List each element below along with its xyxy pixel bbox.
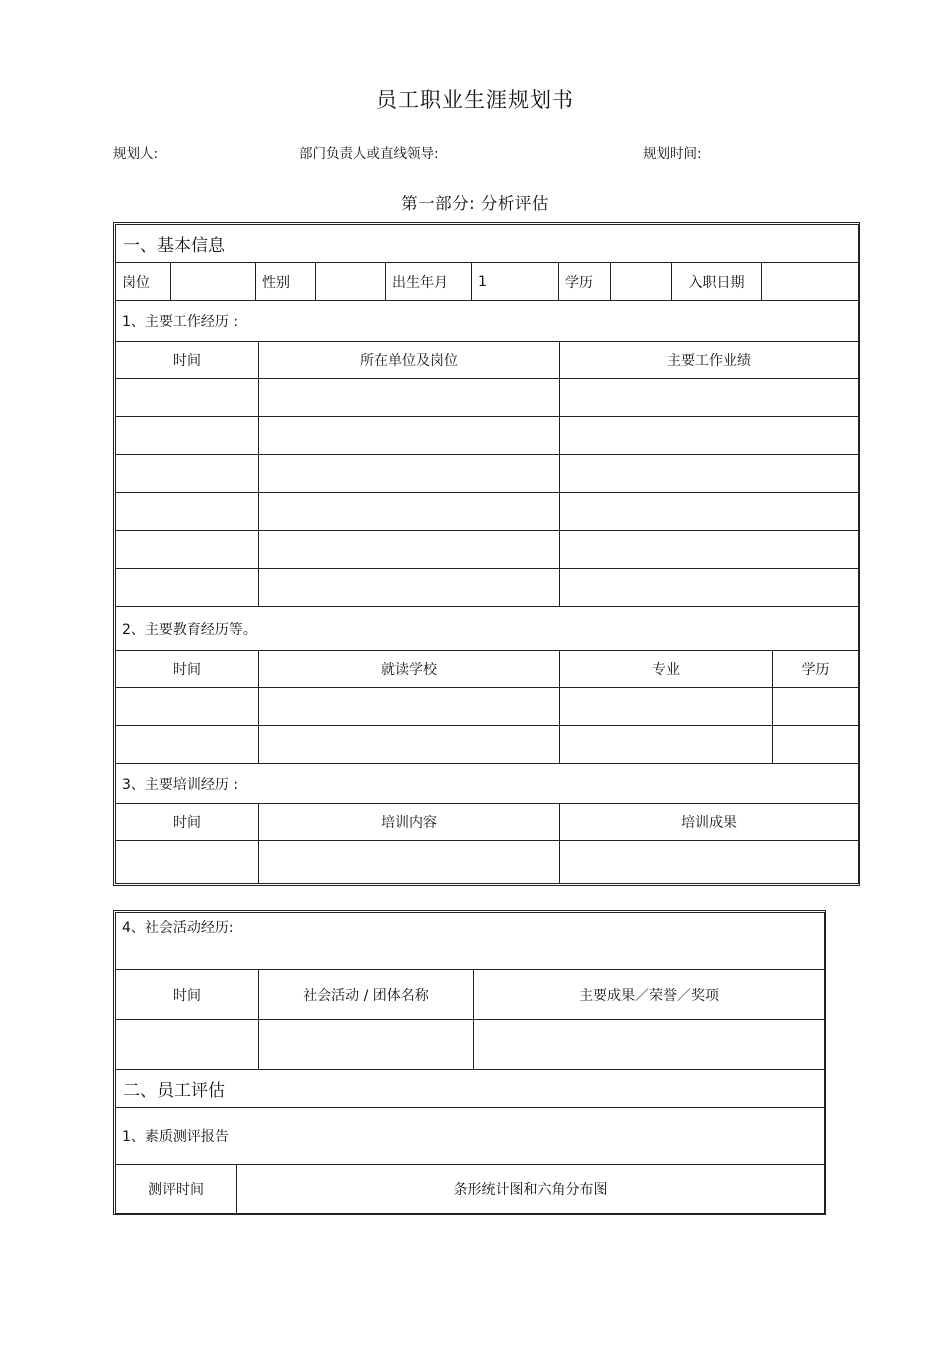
gender-label: 性别 bbox=[256, 263, 316, 301]
document-title: 员工职业生涯规划书 bbox=[376, 88, 574, 112]
social-result-cell[interactable] bbox=[474, 1020, 825, 1070]
edu-major-cell[interactable] bbox=[560, 726, 773, 764]
basic-info-table bbox=[115, 224, 859, 301]
work-unit-cell[interactable] bbox=[259, 379, 560, 417]
edu-degree-cell[interactable] bbox=[773, 726, 859, 764]
edu-school-cell[interactable] bbox=[259, 726, 560, 764]
edu-time-cell[interactable] bbox=[116, 726, 259, 764]
work-time-cell[interactable] bbox=[116, 569, 259, 607]
social-row bbox=[116, 1020, 825, 1070]
work-unit-cell[interactable] bbox=[259, 531, 560, 569]
work-row bbox=[116, 455, 859, 493]
education-label: 学历 bbox=[559, 263, 611, 301]
work-col-achievement: 主要工作业绩 bbox=[560, 342, 859, 379]
work-achievement-cell[interactable] bbox=[560, 417, 859, 455]
work-col-unit-position: 所在单位及岗位 bbox=[259, 342, 560, 379]
work-unit-cell[interactable] bbox=[259, 493, 560, 531]
train-content-cell[interactable] bbox=[259, 841, 560, 884]
edu-degree-cell[interactable] bbox=[773, 688, 859, 726]
work-time-cell[interactable] bbox=[116, 379, 259, 417]
work-achievement-cell[interactable] bbox=[560, 569, 859, 607]
training-row bbox=[116, 841, 859, 884]
train-time-cell[interactable] bbox=[116, 841, 259, 884]
part-one-title: 第一部分: 分析评估 bbox=[401, 194, 549, 213]
train-col-content: 培训内容 bbox=[259, 804, 560, 841]
history-table bbox=[115, 300, 859, 884]
education-row bbox=[116, 688, 859, 726]
education-field[interactable] bbox=[611, 263, 672, 301]
gender-field[interactable] bbox=[316, 263, 386, 301]
social-col-time: 时间 bbox=[116, 970, 259, 1020]
work-time-cell[interactable] bbox=[116, 493, 259, 531]
work-row bbox=[116, 493, 859, 531]
social-time-cell[interactable] bbox=[116, 1020, 259, 1070]
work-time-cell[interactable] bbox=[116, 455, 259, 493]
plan-time-label: 规划时间: bbox=[643, 146, 702, 162]
entry-date-label: 入职日期 bbox=[672, 263, 762, 301]
edu-time-cell[interactable] bbox=[116, 688, 259, 726]
birth-field[interactable]: 1 bbox=[472, 263, 559, 301]
department-leader-label: 部门负责人或直线领导: bbox=[299, 146, 439, 162]
edu-col-major: 专业 bbox=[560, 651, 773, 688]
social-assessment-table bbox=[115, 912, 825, 1214]
work-row bbox=[116, 379, 859, 417]
work-achievement-cell[interactable] bbox=[560, 531, 859, 569]
basic-info-heading: 一、基本信息 bbox=[116, 225, 859, 263]
edu-col-degree: 学历 bbox=[773, 651, 859, 688]
work-achievement-cell[interactable] bbox=[560, 455, 859, 493]
work-col-time: 时间 bbox=[116, 342, 259, 379]
employee-assessment-heading: 二、员工评估 bbox=[116, 1070, 825, 1108]
work-unit-cell[interactable] bbox=[259, 455, 560, 493]
assess-col-time: 测评时间 bbox=[116, 1165, 237, 1214]
train-col-result: 培训成果 bbox=[560, 804, 859, 841]
work-time-cell[interactable] bbox=[116, 417, 259, 455]
planner-label: 规划人: bbox=[113, 146, 159, 162]
quality-report-heading: 1、素质测评报告 bbox=[116, 1108, 825, 1165]
work-history-heading: 1、主要工作经历 : bbox=[116, 301, 859, 342]
edu-col-school: 就读学校 bbox=[259, 651, 560, 688]
birth-label: 出生年月 bbox=[386, 263, 472, 301]
edu-major-cell[interactable] bbox=[560, 688, 773, 726]
work-row bbox=[116, 531, 859, 569]
social-activity-heading: 4、社会活动经历: bbox=[116, 913, 825, 970]
position-field[interactable] bbox=[171, 263, 256, 301]
social-col-result: 主要成果／荣誉／奖项 bbox=[474, 970, 825, 1020]
social-name-cell[interactable] bbox=[259, 1020, 474, 1070]
edu-school-cell[interactable] bbox=[259, 688, 560, 726]
work-row bbox=[116, 417, 859, 455]
work-row bbox=[116, 569, 859, 607]
work-achievement-cell[interactable] bbox=[560, 379, 859, 417]
edu-col-time: 时间 bbox=[116, 651, 259, 688]
entry-date-field[interactable] bbox=[762, 263, 859, 301]
work-unit-cell[interactable] bbox=[259, 569, 560, 607]
social-col-name: 社会活动 / 团体名称 bbox=[259, 970, 474, 1020]
work-achievement-cell[interactable] bbox=[560, 493, 859, 531]
work-unit-cell[interactable] bbox=[259, 417, 560, 455]
train-col-time: 时间 bbox=[116, 804, 259, 841]
work-time-cell[interactable] bbox=[116, 531, 259, 569]
training-history-heading: 3、主要培训经历 : bbox=[116, 764, 859, 804]
education-row bbox=[116, 726, 859, 764]
education-history-heading: 2、主要教育经历等。 bbox=[116, 607, 859, 651]
train-result-cell[interactable] bbox=[560, 841, 859, 884]
position-label: 岗位 bbox=[116, 263, 171, 301]
assess-col-chart: 条形统计图和六角分布图 bbox=[237, 1165, 825, 1214]
